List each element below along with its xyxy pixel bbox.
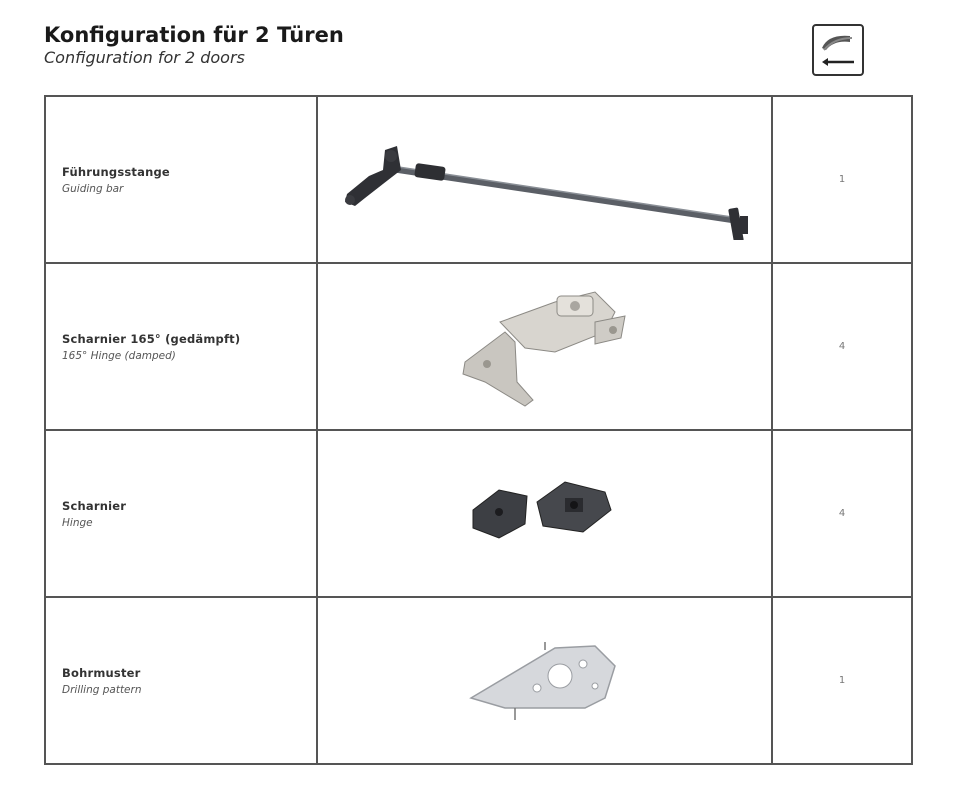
part-name-cell [45,430,317,597]
table-row [45,96,912,263]
part-quantity: 4 [772,263,912,430]
part-quantity: 4 [772,430,912,597]
hinge-plates-image [465,474,625,554]
part-quantity: 1 [772,597,912,764]
door-swing-arrow-icon [812,24,864,76]
part-quantity: 1 [772,96,912,263]
page-subtitle: Configuration for 2 doors [44,48,245,67]
table-row [45,597,912,764]
parts-table [44,95,913,765]
hinge-165-image [445,282,645,412]
part-image-cell [317,263,772,430]
part-name-cell [45,263,317,430]
part-name-de: Bohrmuster [62,665,141,680]
guiding-bar-image [325,120,765,240]
part-name-de: Scharnier 165° (gedämpft) [62,331,241,346]
part-image-cell [317,430,772,597]
part-name-de: Führungsstange [62,164,170,179]
part-image-cell [317,597,772,764]
part-name-cell [45,96,317,263]
part-image-cell [317,96,772,263]
part-name-en: Guiding bar [62,182,124,195]
part-name-en: Hinge [62,516,93,529]
part-name-en: Drilling pattern [62,683,142,696]
drilling-pattern-image [465,636,625,726]
table-row [45,263,912,430]
table-row [45,430,912,597]
part-name-en: 165° Hinge (damped) [62,349,176,362]
part-name-cell [45,597,317,764]
page-header [44,22,344,68]
part-name-de: Scharnier [62,498,127,513]
page-title: Konfiguration für 2 Türen [44,23,344,47]
